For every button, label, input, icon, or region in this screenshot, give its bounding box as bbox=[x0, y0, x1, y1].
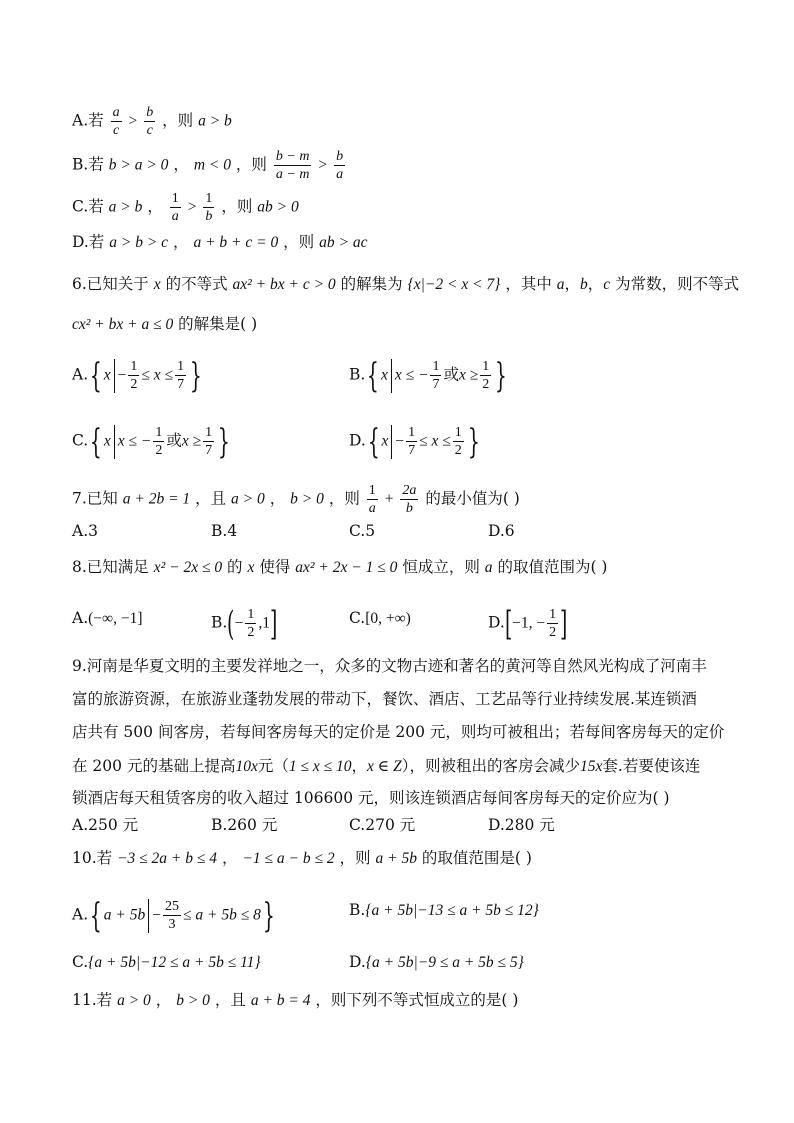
text: 或 bbox=[443, 365, 459, 384]
bracket-right: ] bbox=[560, 603, 568, 644]
text: 锁酒店每天租赁客房的收入超过 106600 元，则该连锁酒店每间客房每天的定价应为( ) bbox=[72, 789, 670, 807]
fraction bbox=[153, 424, 164, 459]
fraction bbox=[163, 898, 181, 933]
numerator: b bbox=[146, 105, 154, 120]
text: ， bbox=[173, 155, 189, 174]
option-label: D. bbox=[488, 613, 505, 632]
fraction bbox=[480, 358, 491, 393]
fraction bbox=[175, 358, 186, 393]
q5-option-b bbox=[72, 148, 347, 183]
math-expression: x ≥ bbox=[458, 366, 479, 384]
operator: − bbox=[234, 614, 244, 632]
variable: a bbox=[556, 276, 565, 293]
brace-right: } bbox=[262, 895, 275, 936]
fraction bbox=[367, 482, 378, 517]
operator: − bbox=[395, 432, 405, 450]
math-expression: ≤ x ≤ bbox=[141, 366, 174, 384]
math-expression: a > 0 bbox=[117, 992, 151, 1009]
denominator: a bbox=[336, 167, 344, 182]
math-expression: a + b + c = 0 bbox=[193, 234, 279, 251]
math-expression: a > b bbox=[108, 198, 143, 216]
option-label: D. bbox=[349, 431, 366, 450]
option-label: B. bbox=[349, 365, 366, 384]
fraction bbox=[203, 424, 214, 459]
numerator: 25 bbox=[164, 899, 179, 914]
brace-right: } bbox=[189, 355, 202, 396]
denominator: 2 bbox=[130, 377, 138, 392]
brace-left: { bbox=[367, 355, 380, 396]
set-bar bbox=[148, 899, 149, 933]
math-expression: b > 0 bbox=[176, 992, 210, 1009]
math-expression: x² − 2x ≤ 0 bbox=[153, 559, 223, 576]
math-expression: a > 0 bbox=[231, 490, 265, 508]
text: 9.河南是华夏文明的主要发祥地之一，众多的文物古迹和著名的黄河等自然风光构成了河南丰 bbox=[72, 657, 707, 675]
text: 的 bbox=[227, 558, 243, 576]
numerator: 1 bbox=[247, 607, 255, 622]
math-expression: x ≤ − bbox=[394, 366, 429, 384]
math-expression: cx² + bx + a ≤ 0 bbox=[72, 316, 174, 333]
text: 8.已知满足 bbox=[72, 558, 149, 576]
paren-left: ( bbox=[227, 603, 235, 644]
q9-option-c bbox=[349, 815, 415, 835]
fraction bbox=[430, 358, 441, 393]
fraction bbox=[203, 190, 214, 225]
q10-option-a bbox=[72, 895, 276, 936]
variable: x bbox=[103, 432, 111, 450]
math-expression: −1 ≤ a − b ≤ 2 bbox=[242, 850, 335, 867]
math-expression: b > a > 0 bbox=[108, 156, 169, 174]
denominator: 2 bbox=[155, 443, 163, 458]
variable: b bbox=[580, 276, 588, 293]
option-label: D.若 bbox=[72, 233, 105, 251]
q6-option-c bbox=[72, 421, 232, 462]
math-expression: ab > ac bbox=[319, 234, 368, 251]
text: ，且 bbox=[214, 991, 246, 1009]
q10-stem bbox=[72, 848, 532, 869]
text: 7.已知 bbox=[72, 489, 118, 508]
q7-stem bbox=[72, 482, 520, 517]
option-label: C.若 bbox=[72, 197, 104, 216]
text: ，则 bbox=[283, 233, 315, 251]
text: ， bbox=[587, 275, 604, 293]
math-expression: a + 5b bbox=[375, 850, 417, 867]
text: 6.已知关于 bbox=[72, 275, 149, 293]
brace-left: { bbox=[89, 355, 102, 396]
numerator: b − m bbox=[275, 149, 310, 164]
q10-option-b bbox=[349, 898, 539, 923]
text: ， bbox=[221, 849, 238, 867]
option-label: B. bbox=[211, 613, 228, 632]
q8-stem bbox=[72, 557, 607, 578]
text: ，且 bbox=[195, 489, 227, 508]
q8-option-b bbox=[211, 603, 278, 644]
text: 11.若 bbox=[72, 991, 113, 1009]
option-label: A. bbox=[72, 609, 89, 627]
math-expression: ax² + 2x − 1 ≤ 0 bbox=[295, 559, 398, 576]
math-expression: ≤ x ≤ bbox=[419, 432, 451, 450]
fraction bbox=[453, 424, 464, 459]
operator: − bbox=[117, 366, 127, 384]
text: 使得 bbox=[259, 558, 291, 576]
denominator: a bbox=[368, 501, 376, 516]
text: 套.若要使该连 bbox=[602, 757, 701, 775]
text: ，则 bbox=[235, 155, 267, 174]
numerator: b bbox=[336, 149, 344, 164]
math-expression: {x|−2 < x < 7} bbox=[407, 276, 501, 293]
text: 为常数，则不等式 bbox=[615, 275, 740, 293]
operator: > bbox=[187, 198, 197, 216]
math-expression: ≤ a + 5b ≤ 8 bbox=[182, 906, 261, 924]
text: ，则 bbox=[221, 197, 253, 216]
fraction bbox=[111, 104, 122, 139]
numerator: 1 bbox=[482, 359, 490, 374]
math-expression: ,1 bbox=[258, 614, 270, 632]
q6-stem-line2 bbox=[72, 314, 257, 335]
text: 在 200 元的基础上提高 bbox=[72, 757, 236, 775]
numerator: 1 bbox=[454, 425, 462, 440]
numerator: 1 bbox=[171, 191, 179, 206]
fraction bbox=[170, 190, 181, 225]
denominator: b bbox=[205, 209, 213, 224]
option-label: A. bbox=[72, 365, 89, 384]
text: 或 bbox=[166, 431, 182, 450]
denominator: 7 bbox=[432, 377, 440, 392]
numerator: 1 bbox=[368, 483, 376, 498]
math-expression: [0, +∞) bbox=[365, 610, 411, 627]
set-bar bbox=[391, 359, 392, 393]
text: ），则被租出的客房会减少 bbox=[401, 757, 581, 775]
variable: a bbox=[484, 559, 493, 576]
fraction bbox=[547, 606, 558, 641]
denominator: 2 bbox=[247, 625, 255, 640]
text: 的解集是( ) bbox=[178, 315, 258, 333]
text: 的最小值为( ) bbox=[425, 489, 520, 508]
text: 的取值范围是( ) bbox=[421, 849, 532, 867]
numerator: 1 bbox=[205, 191, 213, 206]
q9-option-a bbox=[72, 815, 138, 835]
text: ， bbox=[564, 275, 581, 293]
q9-line2 bbox=[72, 689, 697, 709]
q8-option-c bbox=[349, 606, 411, 631]
fraction bbox=[406, 424, 417, 459]
option-label: A. bbox=[72, 905, 89, 924]
math-expression: a + 5b bbox=[103, 906, 146, 924]
math-expression: −1, − bbox=[512, 614, 546, 632]
math-expression: {a + 5b|−13 ≤ a + 5b ≤ 12} bbox=[365, 902, 539, 919]
variable: c bbox=[603, 276, 611, 293]
math-expression: a + b = 4 bbox=[250, 992, 311, 1009]
text: ， bbox=[351, 757, 368, 775]
variable: x bbox=[103, 366, 111, 384]
math-expression: a > b > c bbox=[109, 234, 169, 251]
numerator: 1 bbox=[130, 359, 138, 374]
text: ， bbox=[269, 489, 286, 508]
numerator: 1 bbox=[155, 425, 163, 440]
brace-right: } bbox=[218, 421, 230, 462]
denominator: a bbox=[171, 209, 179, 224]
text: ，则下列不等式恒成立的是( ) bbox=[315, 991, 519, 1009]
denominator: b bbox=[405, 501, 413, 516]
bracket-right: ] bbox=[269, 603, 278, 644]
q10-option-d bbox=[349, 950, 524, 975]
option-label: C. bbox=[349, 609, 366, 627]
option-text: A.3 bbox=[72, 522, 98, 540]
q6-option-b bbox=[349, 355, 509, 396]
fraction bbox=[274, 148, 312, 183]
denominator: c bbox=[112, 123, 120, 138]
math-expression: 15x bbox=[580, 758, 603, 775]
math-expression: b > 0 bbox=[290, 490, 324, 508]
denominator: 2 bbox=[454, 443, 462, 458]
q11-stem bbox=[72, 990, 518, 1011]
text: 店共有 500 间客房，若每间客房每天的定价是 200 元，则均可被租出；若每间客房每天的定价 bbox=[72, 723, 725, 741]
text: 恒成立，则 bbox=[402, 558, 480, 576]
operator: + bbox=[384, 490, 394, 508]
option-text: D.280 元 bbox=[488, 816, 555, 834]
option-label: B.若 bbox=[72, 155, 104, 174]
math-expression: (−∞, −1] bbox=[88, 610, 143, 627]
bracket-left: [ bbox=[504, 603, 513, 644]
q9-line1 bbox=[72, 656, 707, 676]
math-expression: x ≥ bbox=[181, 432, 202, 450]
math-expression: ab > 0 bbox=[257, 198, 299, 216]
option-text: B.260 元 bbox=[211, 816, 278, 834]
q9-line3 bbox=[72, 722, 724, 742]
q6-stem-line1 bbox=[72, 274, 739, 295]
math-expression: a + 2b = 1 bbox=[122, 490, 191, 508]
variable: x bbox=[153, 276, 161, 293]
denominator: 3 bbox=[168, 917, 176, 932]
math-expression: ax² + bx + c > 0 bbox=[232, 276, 336, 293]
denominator: 7 bbox=[408, 443, 416, 458]
fraction bbox=[144, 104, 155, 139]
q7-option-a bbox=[72, 521, 98, 541]
fraction bbox=[245, 606, 256, 641]
fraction bbox=[128, 358, 139, 393]
brace-left: { bbox=[90, 421, 103, 462]
q8-option-d bbox=[488, 603, 568, 644]
math-expression: {a + 5b|−12 ≤ a + 5b ≤ 11} bbox=[88, 954, 261, 971]
q10-option-c bbox=[72, 950, 261, 975]
numerator: 1 bbox=[432, 359, 440, 374]
text: 的解集为 bbox=[340, 275, 403, 293]
text: ， bbox=[155, 991, 172, 1009]
option-label: A.若 bbox=[72, 111, 104, 130]
numerator: a bbox=[112, 105, 120, 120]
operator: − bbox=[152, 906, 161, 924]
q5-option-a bbox=[72, 104, 232, 139]
variable: x bbox=[381, 432, 389, 450]
q6-option-a bbox=[72, 355, 204, 396]
math-expression: m < 0 bbox=[193, 156, 231, 174]
text: ，则 bbox=[162, 111, 194, 130]
numerator: 1 bbox=[205, 425, 213, 440]
option-label: C. bbox=[72, 431, 89, 450]
q7-option-b bbox=[211, 521, 237, 541]
option-label: D. bbox=[349, 953, 366, 971]
numerator: 2a bbox=[402, 483, 417, 498]
q9-option-d bbox=[488, 815, 555, 835]
denominator: 2 bbox=[549, 625, 557, 640]
denominator: c bbox=[146, 123, 153, 138]
numerator: 1 bbox=[408, 425, 416, 440]
option-text: D.6 bbox=[488, 522, 515, 540]
math-expression: {a + 5b|−9 ≤ a + 5b ≤ 5} bbox=[365, 954, 524, 971]
math-expression: 10x bbox=[235, 758, 258, 775]
option-text: B.4 bbox=[211, 522, 238, 540]
text: ，则 bbox=[339, 849, 371, 867]
text: 的不等式 bbox=[165, 275, 228, 293]
math-expression: 1 ≤ x ≤ 10 bbox=[288, 758, 352, 775]
set-bar bbox=[391, 425, 392, 459]
q9-option-b bbox=[211, 815, 277, 835]
option-label: B. bbox=[349, 901, 366, 919]
denominator: 2 bbox=[482, 377, 490, 392]
numerator: 1 bbox=[177, 359, 185, 374]
math-expression: −3 ≤ 2a + b ≤ 4 bbox=[117, 850, 218, 867]
q7-option-d bbox=[488, 521, 515, 541]
denominator: 7 bbox=[205, 443, 213, 458]
brace-left: { bbox=[367, 421, 380, 462]
q5-option-c bbox=[72, 190, 299, 225]
denominator: a − m bbox=[275, 167, 310, 182]
brace-left: { bbox=[89, 895, 102, 936]
q5-option-d bbox=[72, 232, 367, 253]
text: 元（ bbox=[257, 757, 289, 775]
text: ，则 bbox=[328, 489, 360, 508]
option-text: C.5 bbox=[349, 522, 376, 540]
set-bar bbox=[114, 359, 115, 393]
variable: x bbox=[380, 366, 388, 384]
set-bar bbox=[114, 425, 115, 459]
operator: > bbox=[128, 112, 138, 130]
q6-option-d bbox=[349, 421, 481, 462]
denominator: 7 bbox=[177, 377, 185, 392]
brace-right: } bbox=[467, 421, 480, 462]
text: ，其中 bbox=[505, 275, 552, 293]
operator: > bbox=[318, 156, 328, 174]
text: ， bbox=[173, 233, 189, 251]
option-label: C. bbox=[72, 953, 89, 971]
text: 富的旅游资源，在旅游业蓬勃发展的带动下，餐饮、酒店、工艺品等行业持续发展.某连锁酒 bbox=[72, 690, 697, 708]
variable: x bbox=[247, 559, 255, 576]
text: 的取值范围为( ) bbox=[497, 558, 608, 576]
q8-option-a bbox=[72, 606, 142, 631]
fraction bbox=[400, 482, 418, 517]
option-text: C.270 元 bbox=[349, 816, 416, 834]
option-text: A.250 元 bbox=[72, 816, 139, 834]
text: ， bbox=[147, 197, 163, 216]
q9-line5 bbox=[72, 788, 670, 808]
math-expression: x ≤ − bbox=[117, 432, 152, 450]
math-expression: x ∈ Z bbox=[367, 758, 402, 775]
q9-line4 bbox=[72, 756, 700, 777]
numerator: 1 bbox=[549, 607, 557, 622]
brace-right: } bbox=[495, 355, 508, 396]
fraction bbox=[334, 148, 345, 183]
text: 10.若 bbox=[72, 849, 113, 867]
math-expression: a > b bbox=[198, 112, 232, 130]
q7-option-c bbox=[349, 521, 375, 541]
